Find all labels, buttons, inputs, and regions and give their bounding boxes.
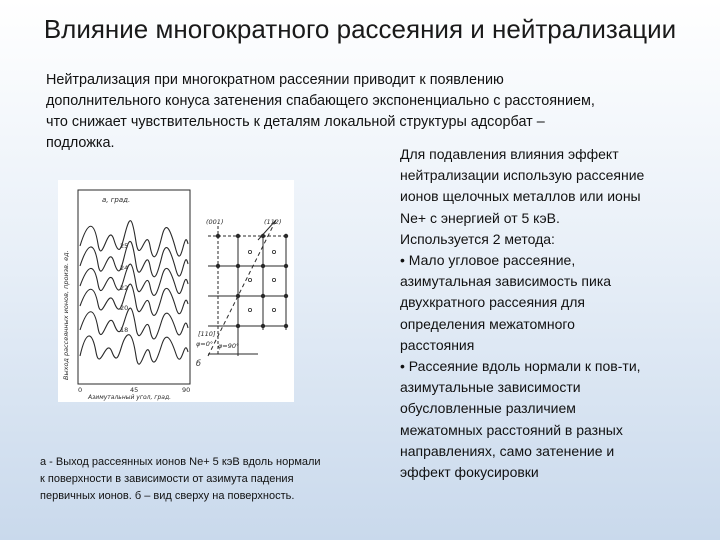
methods-line: • Рассеяние вдоль нормали к пов-ти,	[400, 358, 641, 375]
angle-label-top: а, град.	[102, 196, 131, 204]
curve-label: 18	[120, 326, 129, 334]
direction-label-112: (112)	[264, 218, 282, 226]
methods-line: • Мало угловое рассеяние,	[400, 252, 576, 269]
methods-line: эффект фокусировки	[400, 464, 539, 481]
x-tick: 90	[182, 386, 191, 394]
methods-line: двухкратного рассеяния для	[400, 294, 585, 311]
plot-frame	[78, 190, 190, 384]
methods-text	[400, 144, 700, 483]
methods-line: нейтрализации использую рассеяние	[400, 167, 645, 184]
methods-line: расстояния	[400, 336, 475, 353]
caption-line: а - Выход рассеянных ионов Ne+ 5 кэВ вдоль нормали	[40, 456, 321, 468]
slide-title: Влияние многократного рассеяния и нейтрализации	[43, 14, 677, 44]
figure-caption	[40, 454, 370, 505]
curve-label: 25	[120, 242, 129, 250]
scattering-figure	[58, 180, 294, 402]
phi-ninety-label: φ=90°	[218, 342, 240, 350]
methods-line: азимутальная зависимость пика	[400, 273, 612, 290]
methods-line: Для подавления влияния эффект	[400, 146, 619, 162]
direction-label-110: [110]	[198, 330, 216, 338]
methods-line: азимутальные зависимости	[400, 379, 581, 396]
methods-line: направлениях, само затенение и	[400, 442, 615, 459]
x-tick: 0	[78, 386, 83, 394]
methods-line: определения межатомного	[400, 315, 575, 332]
methods-line: обусловленные различием	[400, 400, 576, 417]
intro-line: Нейтрализация при многократном рассеянии приводит к появлению	[46, 72, 504, 88]
yield-curve	[80, 335, 188, 364]
x-tick: 45	[130, 386, 139, 394]
curve-label: 24	[120, 264, 129, 272]
methods-line: ионов щелочных металлов или ионы	[400, 188, 641, 205]
intro-line: подложка.	[46, 135, 115, 151]
figure-drawing	[58, 180, 294, 402]
intro-paragraph	[46, 70, 696, 154]
caption-line: к поверхности в зависимости от азимута падения	[40, 473, 294, 485]
yield-curve	[80, 284, 188, 315]
x-axis-label: Азимутальный угол, град.	[88, 394, 171, 401]
intro-line: что снижает чувствительность к деталям локальной структуры адсорбат –	[46, 114, 545, 130]
phi-zero-label: φ=0°	[196, 340, 214, 348]
direction-label-001: (001)	[206, 218, 224, 226]
yield-curves	[80, 221, 188, 365]
intro-line: дополнительного конуса затенения спабающего экспоненциально с расстоянием,	[46, 93, 595, 109]
caption-line: первичных ионов. б – вид сверху на поверхность.	[40, 490, 295, 502]
surface-lattice	[208, 220, 288, 356]
curve-label: 22	[120, 284, 129, 292]
curve-label: 20	[120, 304, 129, 312]
methods-line: Используется 2 метода:	[400, 230, 555, 247]
lattice-atoms	[216, 234, 288, 328]
yield-curve	[80, 264, 188, 295]
methods-line: Ne+ с энергией от 5 кэВ.	[400, 209, 560, 226]
yield-curve	[80, 308, 188, 339]
methods-line: межатомных расстояний в разных	[400, 421, 623, 438]
panel-b-label: б	[196, 359, 201, 368]
y-axis-label: Выход рассеянных ионов, произв. ед.	[62, 250, 70, 380]
